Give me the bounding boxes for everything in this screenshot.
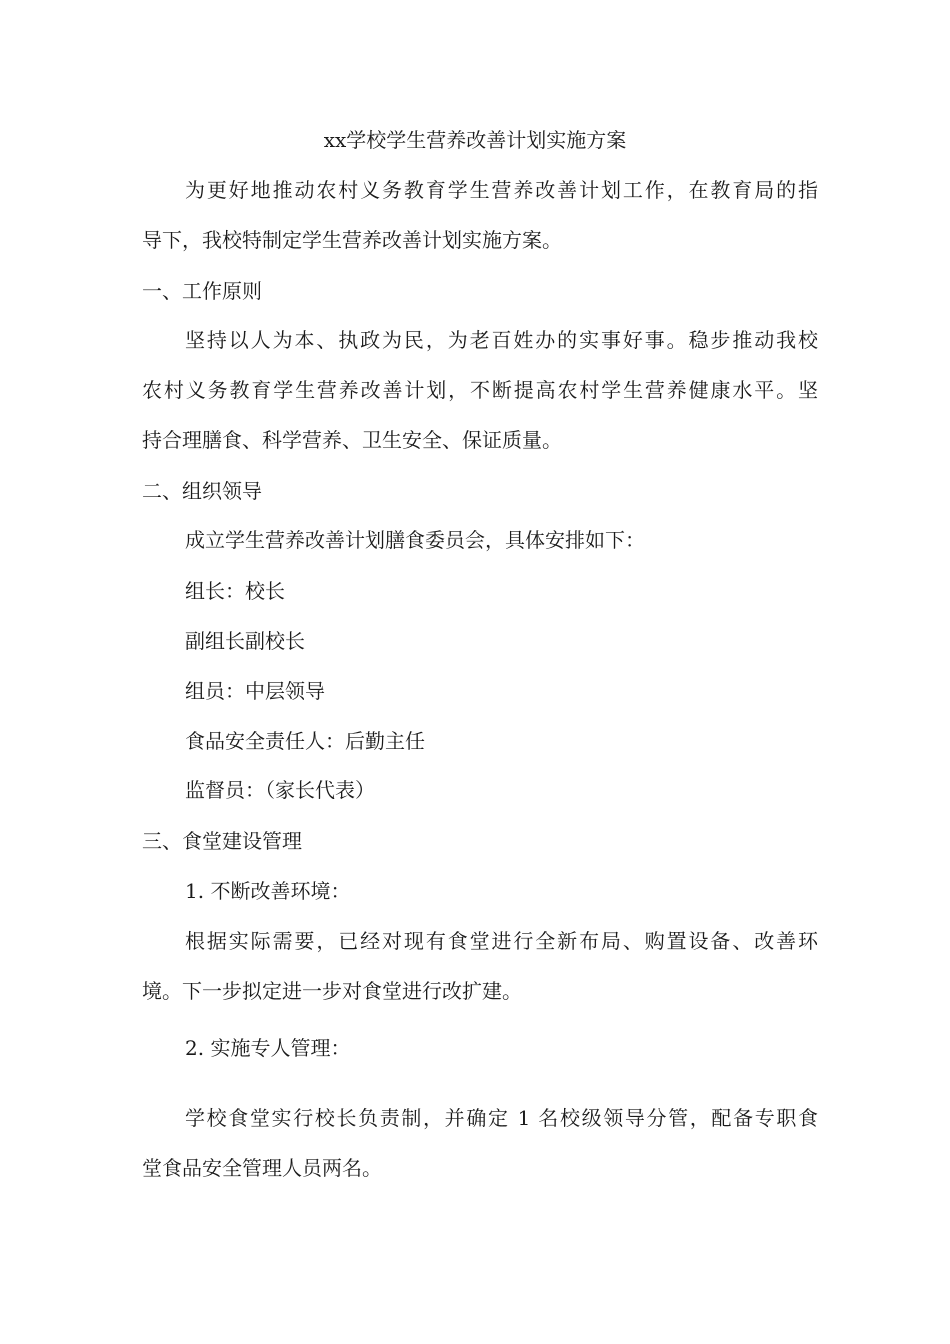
section-2-intro: 成立学生营养改善计划膳食委员会，具体安排如下：	[185, 528, 645, 552]
intro-line-2: 导下，我校特制定学生营养改善计划实施方案。	[142, 228, 562, 252]
section-1-line-1: 坚持以人为本、执政为民，为老百姓办的实事好事。稳步推动我校	[185, 328, 818, 352]
intro-line-1: 为更好地推动农村义务教育学生营养改善计划工作，在教育局的指	[185, 178, 818, 202]
section-3-item-1-heading: 1. 不断改善环境：	[185, 879, 351, 903]
section-3-item-1-line-2: 境。下一步拟定进一步对食堂进行改扩建。	[142, 979, 522, 1003]
section-3-item-2-heading: 2. 实施专人管理：	[185, 1036, 351, 1060]
section-3-item-2-line-2: 堂食品安全管理人员两名。	[142, 1156, 382, 1180]
section-2-leader: 组长：校长	[185, 579, 285, 603]
section-1-line-2: 农村义务教育学生营养改善计划，不断提高农村学生营养健康水平。坚	[142, 378, 818, 402]
section-1-heading: 一、工作原则	[142, 279, 262, 303]
section-3-item-2-line-1: 学校食堂实行校长负责制，并确定 1 名校级领导分管，配备专职食	[185, 1106, 818, 1130]
section-2-supervisor: 监督员：（家长代表）	[185, 778, 375, 802]
section-3-item-1-line-1: 根据实际需要，已经对现有食堂进行全新布局、购置设备、改善环	[185, 929, 818, 953]
document-title: xx学校学生营养改善计划实施方案	[323, 128, 627, 152]
section-2-members: 组员：中层领导	[185, 679, 325, 703]
section-2-food-safety: 食品安全责任人：后勤主任	[185, 729, 425, 753]
section-2-deputy: 副组长副校长	[185, 629, 305, 653]
section-1-line-3: 持合理膳食、科学营养、卫生安全、保证质量。	[142, 428, 562, 452]
section-3-heading: 三、食堂建设管理	[142, 829, 302, 853]
section-2-heading: 二、组织领导	[142, 479, 262, 503]
